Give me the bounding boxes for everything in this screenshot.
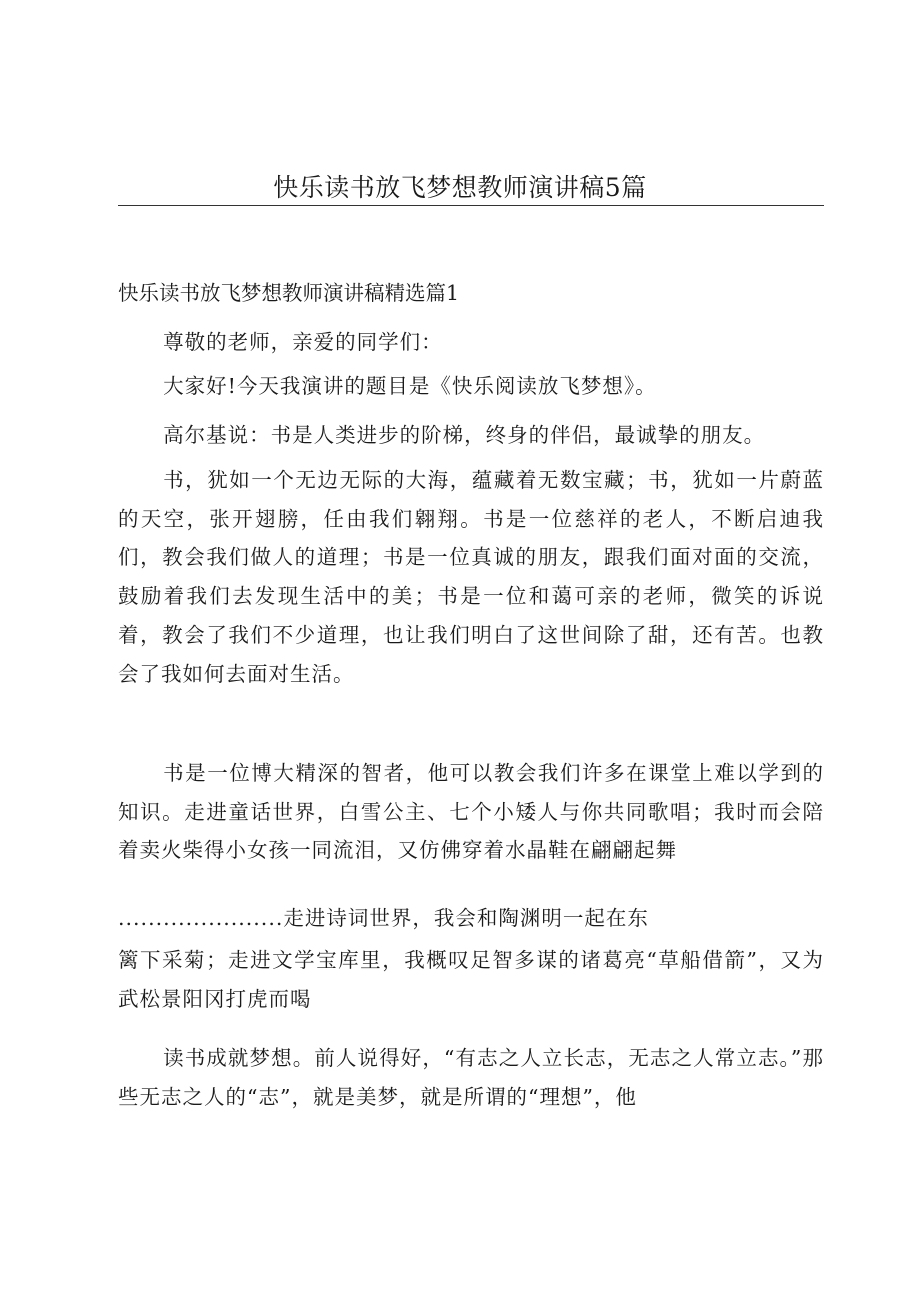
paragraph-dream: 读书成就梦想。前人说得好，“有志之人立长志，无志之人常立志。”那些无志之人的“志”，就是美梦，就是所谓的“理想”，他 <box>118 1046 824 1109</box>
paragraph-poetry-line: ......................走进诗词世界，我会和陶渊明一起在东 <box>118 906 649 930</box>
document-title: 快乐读书放飞梦想教师演讲稿5篇 <box>273 173 647 202</box>
paragraph-book-wisdom: 书是一位博大精深的智者，他可以教会我们许多在课堂上难以学到的知识。走进童话世界，白雪公主、七个小矮人与你共同歌唱；我时而会陪着卖火柴得小女孩一同流泪，又仿佛穿着水晶鞋在翩翩起舞 <box>118 761 824 863</box>
paragraph-greeting: 尊敬的老师，亲爱的同学们： <box>163 330 443 354</box>
title-underline <box>118 205 824 206</box>
section-heading: 快乐读书放飞梦想教师演讲稿精选篇1 <box>118 281 460 305</box>
paragraph-book-metaphors: 书，犹如一个无边无际的大海，蕴藏着无数宝藏；书，犹如一片蔚蓝的天空，张开翅膀，任由我们翱翔。书是一位慈祥的老人，不断启迪我们，教会我们做人的道理；书是一位真诚的朋友，跟我们面对面的交流，鼓励着我们去发现生活中的美；书是一位和蔼可亲的老师，微笑的诉说着，教会了我们不少道理，也让我们明白了这世间除了甜，还有苦。也教会了我如何去面对生活。 <box>118 468 824 686</box>
paragraph-intro: 大家好!今天我演讲的题目是《快乐阅读放飞梦想》。 <box>163 374 657 398</box>
paragraph-poetry-continued: 篱下采菊；走进文学宝库里，我概叹足智多谋的诸葛亮“草船借箭”，又为武松景阳冈打虎而喝 <box>118 948 824 1011</box>
paragraph-gorky-quote: 高尔基说：书是人类进步的阶梯，终身的伴侣，最诚挚的朋友。 <box>163 423 766 447</box>
